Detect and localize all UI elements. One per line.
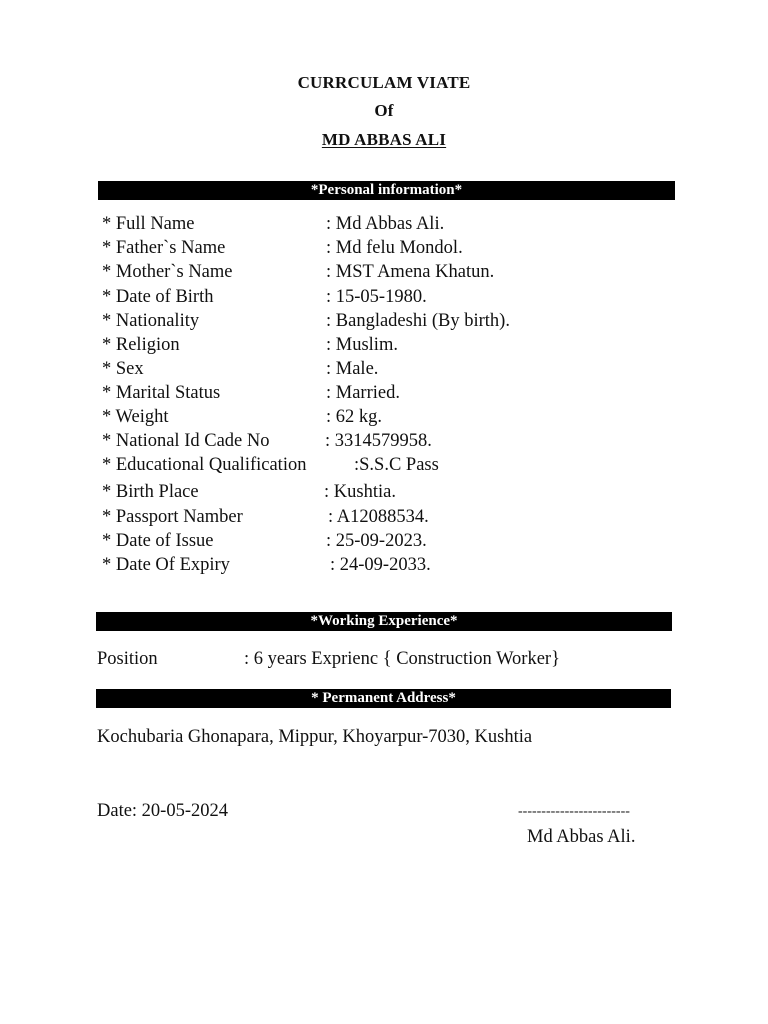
field-label: * Date of Issue bbox=[102, 531, 214, 551]
field-label: * Marital Status bbox=[102, 383, 221, 403]
field-value: : Male. bbox=[326, 359, 379, 379]
document-title: CURRCULAM VIATE bbox=[297, 73, 471, 92]
field-value: : Md felu Mondol. bbox=[326, 238, 463, 258]
field-label: * Educational Qualification bbox=[102, 455, 307, 475]
field-label: * Full Name bbox=[102, 214, 195, 234]
field-value: : Married. bbox=[326, 383, 400, 403]
permanent-address-heading: * Permanent Address* bbox=[96, 689, 671, 708]
field-label: * Date of Birth bbox=[102, 287, 214, 307]
field-label: * Date Of Expiry bbox=[102, 555, 230, 575]
field-value: : Kushtia. bbox=[324, 482, 396, 502]
permanent-address-text: Kochubaria Ghonapara, Mippur, Khoyarpur-7030, Kushtia bbox=[97, 727, 533, 747]
field-value: : A12088534. bbox=[328, 507, 429, 527]
field-label: * Passport Namber bbox=[102, 507, 243, 527]
field-label: * Religion bbox=[102, 335, 180, 355]
field-value: : 3314579958. bbox=[325, 431, 432, 451]
field-label: * Weight bbox=[102, 407, 169, 427]
field-label: * Nationality bbox=[102, 311, 200, 331]
personal-information-heading: *Personal information* bbox=[98, 181, 675, 200]
field-value: : 62 kg. bbox=[326, 407, 383, 427]
field-value: : Md Abbas Ali. bbox=[326, 214, 445, 234]
field-label: * Father`s Name bbox=[102, 238, 226, 258]
field-value: : 24-09-2033. bbox=[330, 555, 431, 575]
position-label: Position bbox=[97, 649, 158, 669]
position-value: : 6 years Exprienc { Construction Worker} bbox=[244, 649, 560, 669]
field-label: * Mother`s Name bbox=[102, 262, 233, 282]
working-experience-heading: *Working Experience* bbox=[96, 612, 672, 631]
field-value: :S.S.C Pass bbox=[354, 455, 439, 475]
applicant-name-heading: MD ABBAS ALI bbox=[321, 130, 447, 149]
document-of: Of bbox=[374, 101, 394, 120]
field-value: : Muslim. bbox=[326, 335, 398, 355]
field-label: * Sex bbox=[102, 359, 144, 379]
signature-line: ------------------------ bbox=[518, 804, 630, 819]
signature-name: Md Abbas Ali. bbox=[527, 827, 636, 847]
field-label: * National Id Cade No bbox=[102, 431, 270, 451]
field-value: : 15-05-1980. bbox=[326, 287, 427, 307]
field-label: * Birth Place bbox=[102, 482, 199, 502]
document-date: Date: 20-05-2024 bbox=[97, 801, 229, 821]
field-value: : 25-09-2023. bbox=[326, 531, 427, 551]
field-value: : Bangladeshi (By birth). bbox=[326, 311, 510, 331]
field-value: : MST Amena Khatun. bbox=[326, 262, 495, 282]
